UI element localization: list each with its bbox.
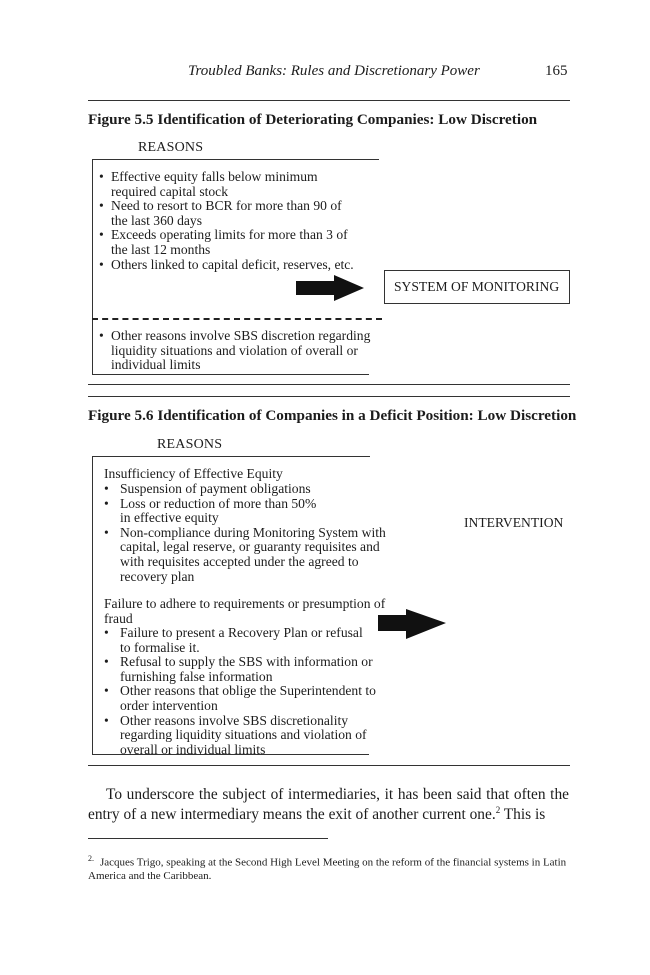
footnote-ref: 2 (495, 804, 501, 815)
list-item: • Loss or reduction of more than 50% in effective equity (104, 497, 386, 526)
system-of-monitoring-label: SYSTEM OF MONITORING (394, 279, 560, 294)
list-item: • Effective equity falls below minimum required capital stock (99, 170, 361, 199)
footnote-marker: 2. (88, 854, 94, 863)
footnote-text: Jacques Trigo, speaking at the Second High Level Meeting on the reform of the financial systems in Latin America and the Caribbean. (88, 856, 567, 882)
figure-5-6-group2-list (104, 626, 382, 757)
figure-5-6-title: Figure 5.6 Identification of Companies in a Deficit Position: Low Discretion (88, 407, 577, 424)
figure-5-5-rule-top (88, 384, 570, 385)
figure-5-6-reasons-label: REASONS (157, 437, 223, 452)
figure-5-5-box-bottom (92, 374, 369, 375)
group-heading: Failure to adhere to requirements or presumption of fraud (104, 596, 386, 626)
list-item: • Refusal to supply the SBS with information or furnishing false information (104, 655, 382, 684)
figure-5-5-reasons-label: REASONS (138, 140, 204, 155)
body-text-tail: This is (500, 806, 546, 823)
list-item: • Failure to present a Recovery Plan or refusal to formalise it. (104, 626, 382, 655)
figure-5-6-group1-list (104, 482, 386, 584)
list-item: • Others linked to capital deficit, reserves, etc. (99, 258, 361, 273)
list-item: • Need to resort to BCR for more than 90 of the last 360 days (99, 199, 361, 228)
right-arrow-icon (296, 275, 366, 301)
list-item: • Suspension of payment obligations (104, 482, 386, 497)
figure-5-5-reason-list (99, 170, 361, 272)
list-item: • Other reasons that oblige the Superintendent to order intervention (104, 684, 382, 713)
intervention-label: INTERVENTION (464, 515, 564, 530)
list-item: • Non-compliance during Monitoring System with capital, legal reserve, or guaranty requisites and with requisites accepted under the agreed to recovery plan (104, 526, 386, 584)
body-text: To underscore the subject of intermediaries, it has been said that often the entry of a new intermediary means the exit of another current one. (88, 786, 569, 823)
running-title: Troubled Banks: Rules and Discretionary Power (188, 63, 480, 79)
body-paragraph (88, 785, 569, 825)
list-item: • Exceeds operating limits for more than 3 of the last 12 months (99, 228, 361, 257)
list-item: • Other reasons involve SBS discretionality regarding liquidity situations and violation of overall or individual limits (104, 714, 382, 758)
right-arrow-icon (378, 609, 448, 639)
list-item: • Other reasons involve SBS discretion regarding liquidity situations and violation of overall or individual limits (99, 329, 389, 373)
figure-5-5-rule-bottom (88, 396, 570, 397)
discretion-divider (92, 318, 382, 320)
figure-5-6-rule (88, 765, 570, 766)
header-rule (88, 100, 570, 101)
group-heading: Insufficiency of Effective Equity (104, 466, 283, 481)
figure-5-5-title: Figure 5.5 Identification of Deteriorating Companies: Low Discretion (88, 111, 538, 128)
footnote (88, 852, 570, 883)
footnote-rule (88, 838, 328, 839)
page-number: 165 (545, 63, 568, 79)
figure-5-5-discretion-list (99, 329, 389, 373)
